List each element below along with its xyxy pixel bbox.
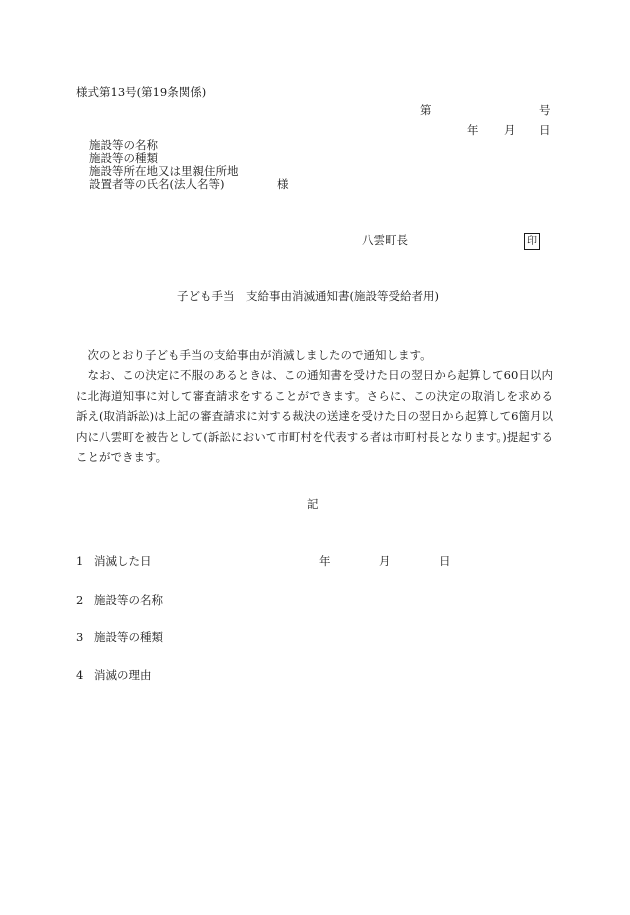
note-heading: 記 xyxy=(307,497,319,511)
item-number: 2 xyxy=(76,593,84,607)
recipient-facility-type: 施設等の種類 xyxy=(89,151,158,165)
number-suffix: 号 xyxy=(539,103,551,117)
item-number: 1 xyxy=(76,554,84,568)
item-number: 4 xyxy=(76,668,84,682)
body-paragraph-1: 次のとおり子ども手当の支給事由が消滅しましたので通知します。 xyxy=(76,348,432,362)
body-paragraph-2: なお、この決定に不服のあるときは、この通知書を受けた日の翌日から起算して60日以内に北海道知事に対して審査請求をすることができます。さらに、この決定の取消しを求める訴え(取消訴訟)は上記の審査請求に対する裁決の送達を受けた日の翌日から起算して6箇月以内に八雲町を被告として(訴訟において市町村を代表する者は市町村長となります。)提起することができます。 xyxy=(76,368,553,464)
item-label: 施設等の種類 xyxy=(94,630,163,644)
item-label: 消滅した日 xyxy=(94,554,152,568)
date-year: 年 xyxy=(467,123,479,137)
date-month: 月 xyxy=(504,123,516,137)
recipient-facility-name: 施設等の名称 xyxy=(89,138,158,152)
recipient-address: 施設等所在地又は里親住所地 xyxy=(89,164,239,178)
item-year: 年 xyxy=(319,554,331,568)
recipient-honorific: 様 xyxy=(277,177,289,191)
form-label: 様式第13号(第19条関係) xyxy=(76,85,207,99)
document-title: 子ども手当 支給事由消滅通知書(施設等受給者用) xyxy=(177,289,439,303)
item-number: 3 xyxy=(76,630,84,644)
number-prefix: 第 xyxy=(420,103,432,117)
item-label: 施設等の名称 xyxy=(94,593,163,607)
item-month: 月 xyxy=(379,554,391,568)
issuer-title: 八雲町長 xyxy=(362,233,408,247)
seal-mark: 印 xyxy=(524,233,540,250)
recipient-founder-name: 設置者等の氏名(法人名等) xyxy=(89,177,225,191)
item-day: 日 xyxy=(439,554,451,568)
item-label: 消滅の理由 xyxy=(94,668,152,682)
date-day: 日 xyxy=(539,123,551,137)
